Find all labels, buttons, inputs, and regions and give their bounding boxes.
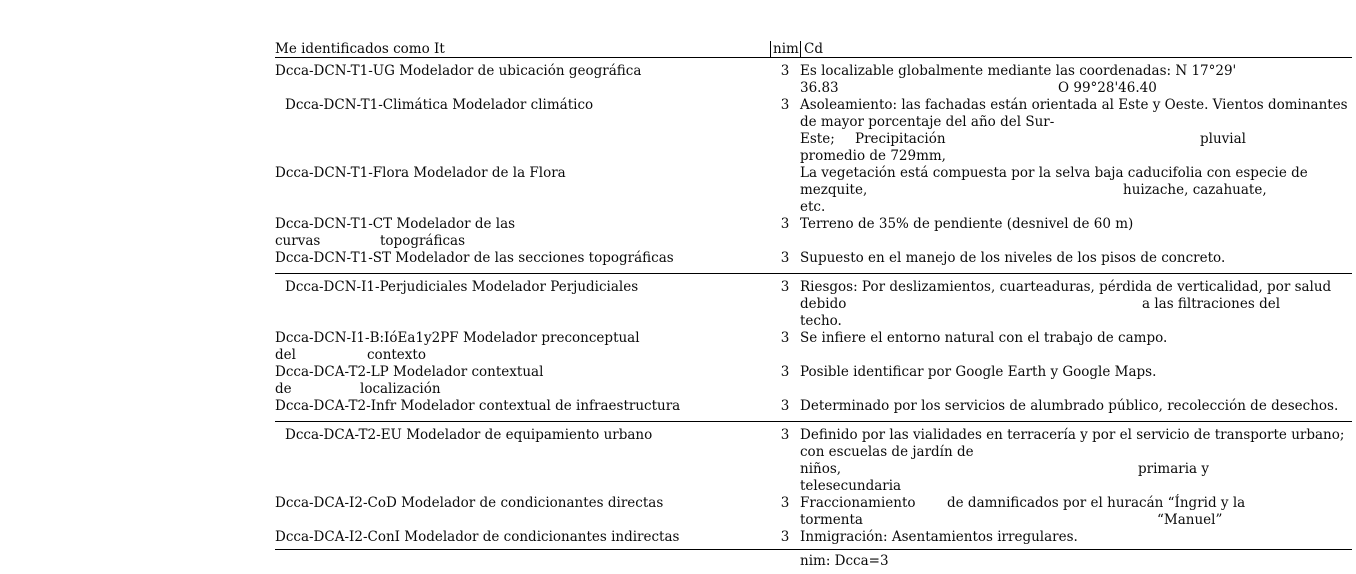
text-segment: “Manuel” (1157, 512, 1223, 528)
text-segment: Dcca-DCA-T2-LP Modelador contextual (275, 364, 544, 380)
text-line-cd (800, 80, 1352, 97)
text-segment: topográficas (380, 233, 466, 249)
text-segment: Dcca-DCN-T1-UG Modelador de ubicación geográfica (275, 63, 642, 79)
text-segment: Posible identificar por Google Earth y Google Maps. (800, 364, 1157, 380)
table-row (275, 250, 1352, 267)
table-footer (800, 550, 1352, 567)
text-segment: etc. (800, 199, 826, 215)
text-line-item (275, 398, 770, 415)
text-line-cd (800, 529, 1352, 546)
nim-cell: 3 (780, 364, 790, 380)
item-cell (275, 250, 770, 267)
nim-cell: 3 (780, 398, 790, 414)
text-segment: Dcca-DCN-T1-CT Modelador de las (275, 216, 516, 232)
text-line-item (275, 165, 770, 182)
nim-cell: 3 (780, 250, 790, 266)
text-line-item (285, 279, 770, 296)
text-segment: Riesgos: Por deslizamientos, cuarteaduras, pérdida de verticalidad, por salud (800, 279, 1332, 295)
text-segment: telesecundaria (800, 478, 902, 494)
text-segment: Supuesto en el manejo de los niveles de los pisos de concreto. (800, 250, 1226, 266)
header-cell-item: Me identificados como It (275, 41, 445, 57)
text-line-cd (800, 398, 1352, 415)
text-line-cd (800, 63, 1352, 80)
text-line-item (275, 216, 770, 233)
text-line-cd (800, 165, 1352, 182)
text-line-item (275, 529, 770, 546)
text-segment: localización (360, 381, 441, 397)
cd-cell (800, 529, 1352, 546)
text-segment: Dcca-DCN-T1-ST Modelador de las secciones topográficas (275, 250, 674, 266)
table-row (275, 279, 1352, 330)
text-segment: Dcca-DCN-I1-B:IóEa1y2PF Modelador preconceptual (275, 330, 640, 346)
text-segment: contexto (367, 347, 426, 363)
table-row (275, 398, 1352, 415)
text-segment: promedio de 729mm, (800, 148, 946, 164)
text-line-cd (800, 495, 1352, 512)
text-segment: Dcca-DCA-I2-CoD Modelador de condicionantes directas (275, 495, 664, 511)
item-cell (275, 63, 770, 97)
item-cell (275, 279, 770, 330)
header-cell-cd: Cd (800, 41, 1352, 57)
text-segment: Dcca-DCA-T2-EU Modelador de equipamiento urbano (285, 427, 653, 443)
text-segment: de damnificados por el huracán “Íngrid y la (947, 495, 1246, 511)
table-section (275, 273, 1352, 415)
table-row (275, 529, 1352, 546)
table-row (275, 364, 1352, 398)
text-segment: techo. (800, 313, 842, 329)
cd-cell (800, 97, 1352, 165)
nim-cell: 3 (780, 495, 790, 511)
text-line-item (285, 427, 770, 444)
text-segment: La vegetación está compuesta por la selva baja caducifolia con especie de (800, 165, 1308, 181)
text-segment: Inmigración: Asentamientos irregulares. (800, 529, 1078, 545)
cd-cell (800, 364, 1352, 398)
text-line-item (275, 233, 770, 250)
text-segment: Dcca-DCA-T2-Infr Modelador contextual de infraestructura (275, 398, 681, 414)
text-line-cd (800, 512, 1352, 529)
nim-cell: 3 (780, 330, 790, 346)
table-section (275, 421, 1352, 546)
text-segment: Definido por las vialidades en terracería y por el servicio de transporte urbano; (800, 427, 1345, 443)
item-cell (275, 529, 770, 546)
cd-cell (800, 427, 1352, 495)
nim-cell: 3 (780, 427, 790, 443)
text-segment: primaria y (1138, 461, 1210, 477)
cd-cell (800, 250, 1352, 267)
text-line-cd (800, 182, 1352, 199)
text-line-item (285, 97, 770, 114)
nim-cell: 3 (780, 529, 790, 545)
text-line-item (275, 250, 770, 267)
text-line-cd (800, 131, 1352, 148)
text-segment: tormenta (800, 512, 863, 528)
table-row (275, 216, 1352, 250)
nim-cell: 3 (780, 216, 790, 232)
nim-cell (770, 165, 800, 216)
text-line-item (275, 364, 770, 381)
text-segment: Dcca-DCA-I2-ConI Modelador de condicionantes indirectas (275, 529, 680, 545)
text-segment: mezquite, (800, 182, 868, 198)
table-row (275, 97, 1352, 165)
text-line-item (275, 330, 770, 347)
text-segment: a las filtraciones del (1142, 296, 1281, 312)
item-cell (275, 97, 770, 165)
text-segment: de (275, 381, 292, 397)
text-line-cd (800, 364, 1352, 381)
text-line-cd (800, 279, 1352, 296)
text-line-item (275, 63, 770, 80)
text-line-cd (800, 199, 1352, 216)
text-line-cd (800, 296, 1352, 313)
text-line-cd (800, 461, 1352, 478)
text-segment: Dcca-DCN-T1-Climática Modelador climático (285, 97, 594, 113)
text-line-cd (800, 478, 1352, 495)
cd-cell (800, 63, 1352, 97)
table-row (275, 165, 1352, 216)
text-segment: 36.83 (800, 80, 839, 96)
cd-cell (800, 398, 1352, 415)
cd-cell (800, 279, 1352, 330)
text-segment: del (275, 347, 296, 363)
text-line-cd (800, 148, 1352, 165)
text-segment: pluvial (1200, 131, 1246, 147)
item-cell (275, 216, 770, 250)
table-header (275, 41, 1352, 58)
text-segment: con escuelas de jardín de (800, 444, 974, 460)
text-line-cd (800, 114, 1352, 131)
text-segment: O 99°28'46.40 (1058, 80, 1157, 96)
item-cell (275, 495, 770, 529)
text-segment: Es localizable globalmente mediante las coordenadas: N 17°29' (800, 63, 1237, 79)
text-segment: Fraccionamiento (800, 495, 916, 511)
table-row (275, 63, 1352, 97)
text-segment: Asoleamiento: las fachadas están orientada al Este y Oeste. Vientos dominantes (800, 97, 1348, 113)
table-row (275, 330, 1352, 364)
table-row (275, 495, 1352, 529)
text-segment: Este; (800, 131, 835, 147)
text-segment: curvas (275, 233, 321, 249)
text-line-cd (800, 250, 1352, 267)
text-segment: Determinado por los servicios de alumbrado público, recolección de desechos. (800, 398, 1339, 414)
header-cell-nim: nim (770, 41, 800, 57)
cd-cell (800, 216, 1352, 250)
footer-note: nim: Dcca=3 (800, 553, 889, 569)
item-cell (275, 165, 770, 216)
item-cell (275, 364, 770, 398)
text-segment: debido (800, 296, 847, 312)
data-table (275, 41, 1352, 567)
table-body (275, 58, 1352, 550)
cd-cell (800, 165, 1352, 216)
text-line-cd (800, 330, 1352, 347)
text-segment: de mayor porcentaje del año del Sur- (800, 114, 1055, 130)
text-line-cd (800, 216, 1352, 233)
text-segment: niños, (800, 461, 842, 477)
nim-cell: 3 (780, 63, 790, 79)
text-line-cd (800, 427, 1352, 444)
text-segment: Dcca-DCN-I1-Perjudiciales Modelador Perjudiciales (285, 279, 639, 295)
text-line-cd (800, 97, 1352, 114)
nim-cell: 3 (780, 279, 790, 295)
text-line-item (275, 381, 770, 398)
item-cell (275, 427, 770, 495)
text-line-cd (800, 313, 1352, 330)
text-segment: Terreno de 35% de pendiente (desnivel de 60 m) (800, 216, 1134, 232)
nim-cell: 3 (780, 97, 790, 113)
text-line-item (275, 495, 770, 512)
cd-cell (800, 495, 1352, 529)
table-section (275, 58, 1352, 267)
text-segment: Se infiere el entorno natural con el trabajo de campo. (800, 330, 1168, 346)
item-cell (275, 398, 770, 415)
item-cell (275, 330, 770, 364)
text-line-item (275, 347, 770, 364)
text-segment: huizache, cazahuate, (1123, 182, 1267, 198)
table-row (275, 427, 1352, 495)
cd-cell (800, 330, 1352, 364)
text-segment: Dcca-DCN-T1-Flora Modelador de la Flora (275, 165, 566, 181)
text-line-cd (800, 444, 1352, 461)
text-segment: Precipitación (855, 131, 946, 147)
